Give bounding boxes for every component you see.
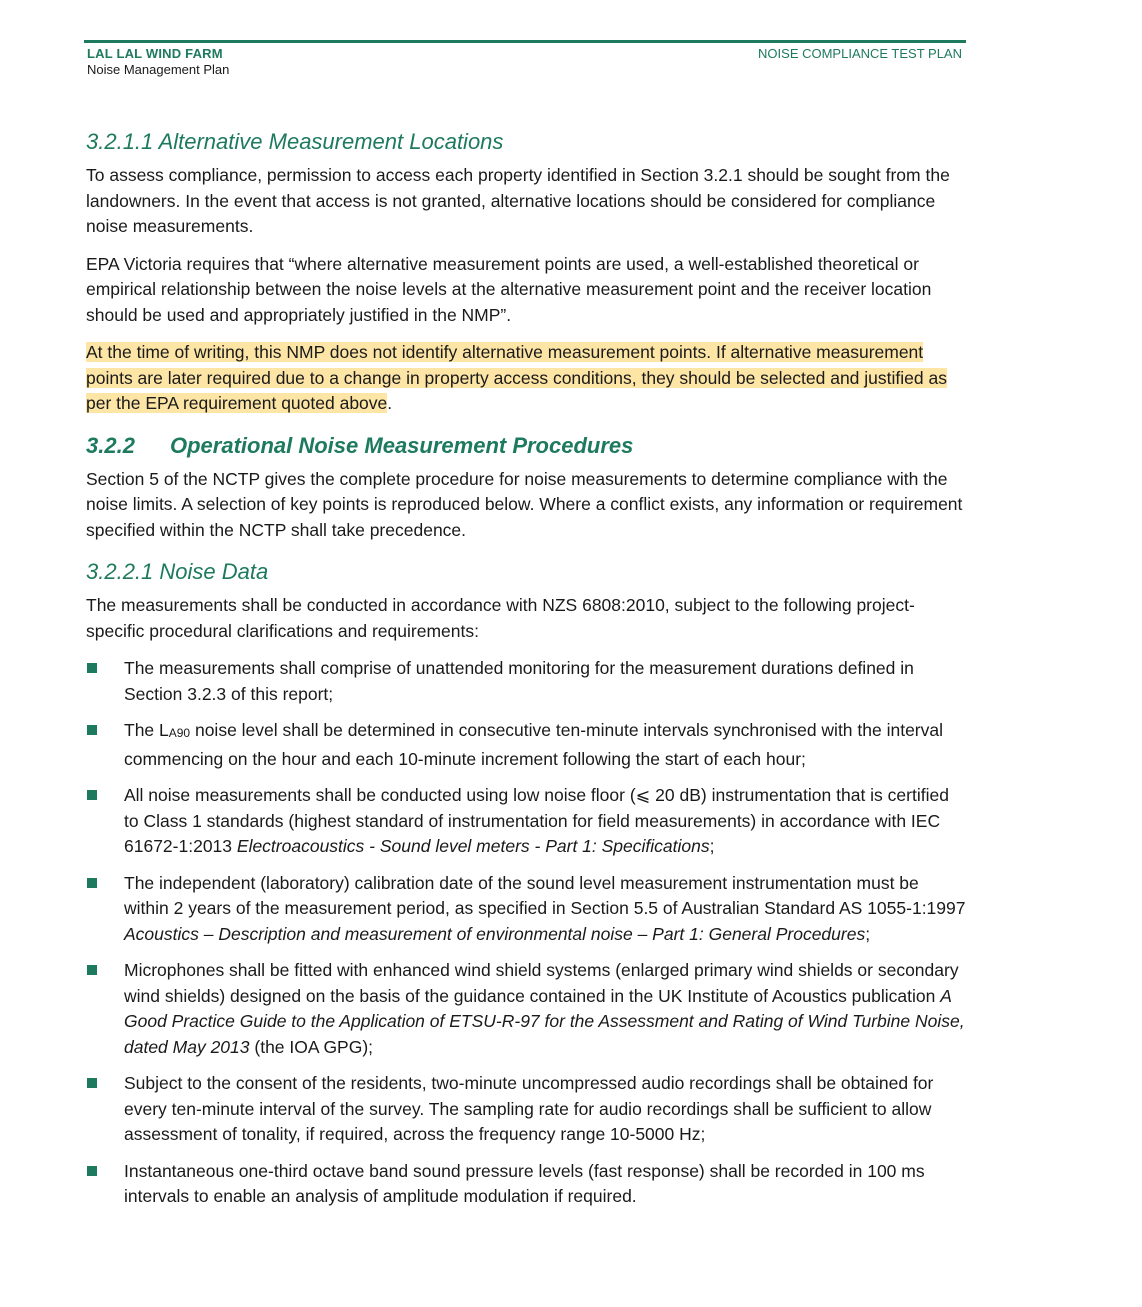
square-bullet-icon	[87, 878, 97, 888]
list-item	[86, 871, 966, 948]
list-item-text-pre: Microphones shall be fitted with enhanced wind shield systems (enlarged primary wind shields or secondary wind shields) designed on the basis of the guidance contained in the UK Institute of Acoustics publication	[124, 960, 959, 1006]
list-item-text: The measurements shall comprise of unattended monitoring for the measurement durations defined in Section 3.2.3 of this report;	[124, 658, 914, 704]
list-item	[86, 1071, 966, 1148]
list-item-text-pre: All noise measurements shall be conducted using low noise floor (⩽ 20 dB) instrumentation that is certified to Class 1 standards (highest standard of instrumentation for field measurements) in accordance with IEC 61672-1:2013	[124, 785, 949, 856]
square-bullet-icon	[87, 790, 97, 800]
highlighted-tail: .	[387, 393, 393, 413]
square-bullet-icon	[87, 1166, 97, 1176]
list-item	[86, 656, 966, 707]
paragraph-access: To assess compliance, permission to access each property identified in Section 3.2.1 should be sought from the landowners. In the event that access is not granted, alternative locations should be considered for compliance noise measurements.	[86, 165, 950, 236]
paragraph-highlighted	[86, 340, 966, 417]
header-doc-title: Noise Management Plan	[87, 62, 230, 77]
square-bullet-icon	[87, 1078, 97, 1088]
list-item-italic: A Good Practice Guide to the Application of ETSU-R-97 for the Assessment and Rating of Wind Turbine Noise, dated May 2013	[124, 985, 965, 1057]
list-item	[86, 1159, 966, 1210]
list-item-text: Subject to the consent of the residents, two-minute uncompressed audio recordings shall be obtained for every ten-minute interval of the survey. The sampling rate for audio recordings shall be sufficient to allow assessment of tonality, if required, across the frequency range 10-5000 Hz;	[124, 1073, 934, 1144]
list-item-text-post: noise level shall be determined in consecutive ten-minute intervals synchronised with the interval commencing on the hour and each 10-minute increment following the start of each hour;	[124, 720, 944, 769]
heading-3-2-1-1: 3.2.1.1 Alternative Measurement Locations	[86, 129, 504, 154]
list-item-subscript: A90	[168, 726, 191, 740]
square-bullet-icon	[87, 663, 97, 673]
heading-3-2-2	[86, 429, 966, 467]
list-item-text: Instantaneous one-third octave band sound pressure levels (fast response) shall be recorded in 100 ms intervals to enable an analysis of amplitude modulation if required.	[124, 1160, 925, 1206]
square-bullet-icon	[87, 725, 97, 735]
page-content	[86, 125, 966, 1221]
heading-3-2-2-1: 3.2.2.1 Noise Data	[86, 559, 269, 584]
list-item-text-post: (the IOA GPG);	[249, 1036, 374, 1057]
heading-3-2-2-number: 3.2.2	[86, 432, 135, 458]
header-left	[87, 46, 229, 78]
header-right-title: NOISE COMPLIANCE TEST PLAN	[758, 46, 962, 61]
list-item-italic: Acoustics – Description and measurement of environmental noise – Part 1: General Procedures	[124, 923, 866, 944]
page-header	[84, 40, 966, 77]
paragraph-epa: EPA Victoria requires that “where alternative measurement points are used, a well-established theoretical or empirical relationship between the noise levels at the alternative measurement point and the receiver location should be used and appropriately justified in the NMP”.	[86, 253, 932, 325]
list-item	[86, 958, 966, 1060]
list-item-text-pre: The L	[124, 720, 169, 740]
list-item-italic: Electroacoustics - Sound level meters - Part 1: Specifications	[236, 836, 710, 856]
paragraph-noise-data-intro: The measurements shall be conducted in accordance with NZS 6808:2010, subject to the following project-specific procedural clarifications and requirements:	[86, 595, 915, 641]
square-bullet-icon	[87, 965, 97, 975]
header-org: LAL LAL WIND FARM	[87, 46, 223, 61]
list-item-text-post: ;	[709, 836, 715, 856]
list-item-text-pre: The independent (laboratory) calibration date of the sound level measurement instrumentation must be within 2 years of the measurement period, as specified in Section 5.5 of Australian Standard AS 1055-1:1997	[124, 872, 966, 918]
list-item	[86, 718, 966, 772]
list-item	[86, 783, 966, 860]
paragraph-nctp: Section 5 of the NCTP gives the complete procedure for noise measurements to determine compliance with the noise limits. A selection of key points is reproduced below. Where a conflict exists, any information or requirement specified within the NCTP shall take precedence.	[86, 468, 963, 540]
heading-3-2-2-title: Operational Noise Measurement Procedures	[170, 432, 634, 458]
requirements-list	[86, 656, 966, 1210]
list-item-text-post: ;	[865, 923, 871, 944]
highlighted-text: At the time of writing, this NMP does not identify alternative measurement points. If alternative measurement points are later required due to a change in property access conditions, they should be selected and justified as per the EPA requirement quoted above	[86, 342, 947, 413]
